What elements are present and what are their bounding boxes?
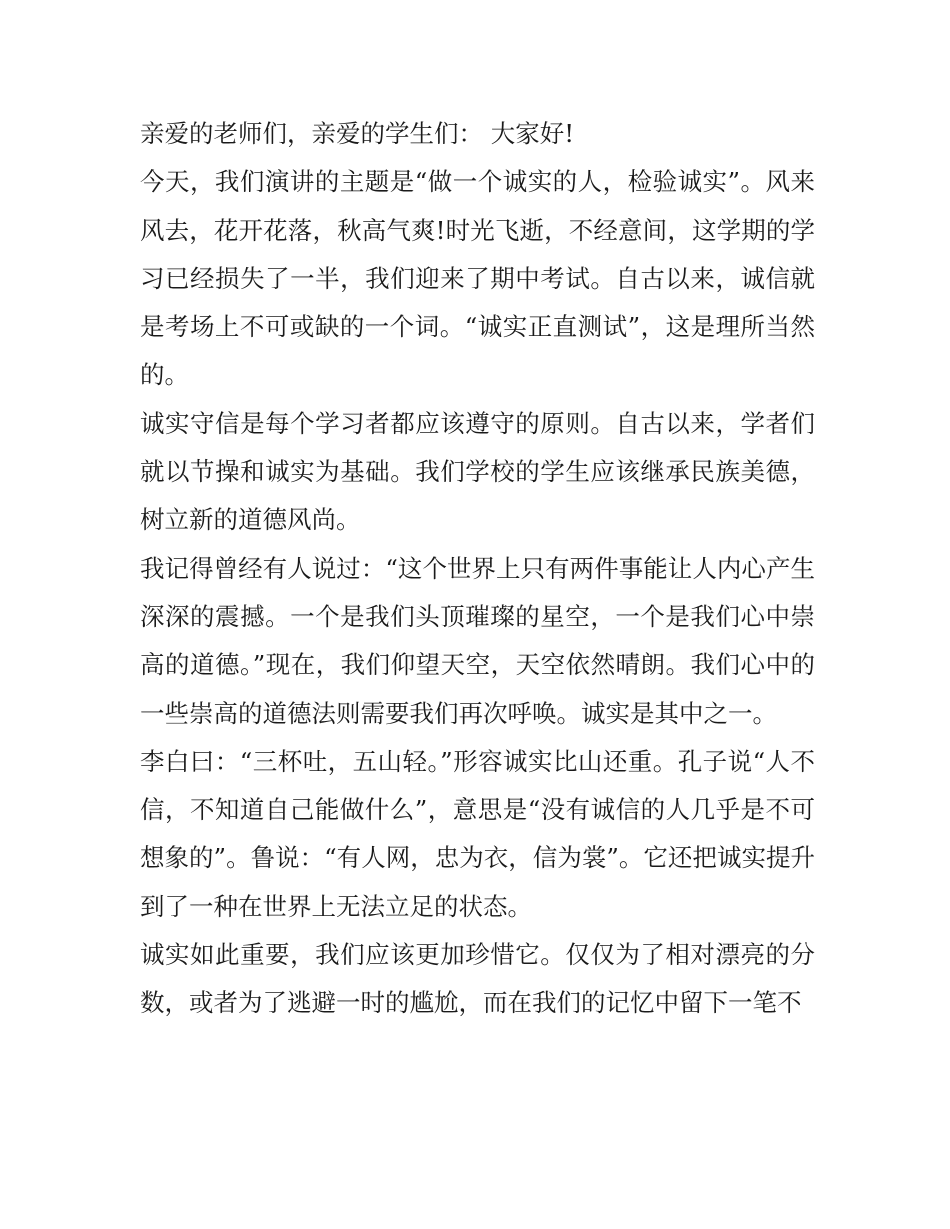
paragraph-topic: 今天，我们演讲的主题是“做一个诚实的人，检验诚实”。风来风去，花开花落，秋高气爽!时光飞逝，不经意间，这学期的学习已经损失了一半，我们迎来了期中考试。自古以来，诚信就是考场上不可或缺的一个词。“诚实正直测试”，这是理所当然的。 xyxy=(140,167,815,390)
paragraph-cherish: 诚实如此重要，我们应该更加珍惜它。仅仅为了相对漂亮的分数，或者为了逃避一时的尴尬，而在我们的记忆中留下一笔不 xyxy=(140,940,815,1018)
document-body xyxy=(140,110,815,1028)
paragraph-quote: 我记得曾经有人说过：“这个世界上只有两件事能让人内心产生深深的震撼。一个是我们头顶璀璨的星空，一个是我们心中崇高的道德。”现在，我们仰望天空，天空依然晴朗。我们心中的一些崇高的道德法则需要我们再次呼唤。诚实是其中之一。 xyxy=(140,553,815,728)
paragraph-principle: 诚实守信是每个学习者都应该遵守的原则。自古以来，学者们就以节操和诚实为基础。我们学校的学生应该继承民族美德，树立新的道德风尚。 xyxy=(140,408,815,535)
paragraph-libai: 李白曰：“三杯吐，五山轻。”形容诚实比山还重。孔子说“人不信，不知道自己能做什么”，意思是“没有诚信的人几乎是不可想象的”。鲁说：“有人网，忠为衣，信为裳”。它还把诚实提升到了一种在世界上无法立足的状态。 xyxy=(140,746,815,921)
paragraph-greeting: 亲爱的老师们，亲爱的学生们： 大家好! xyxy=(140,119,575,148)
